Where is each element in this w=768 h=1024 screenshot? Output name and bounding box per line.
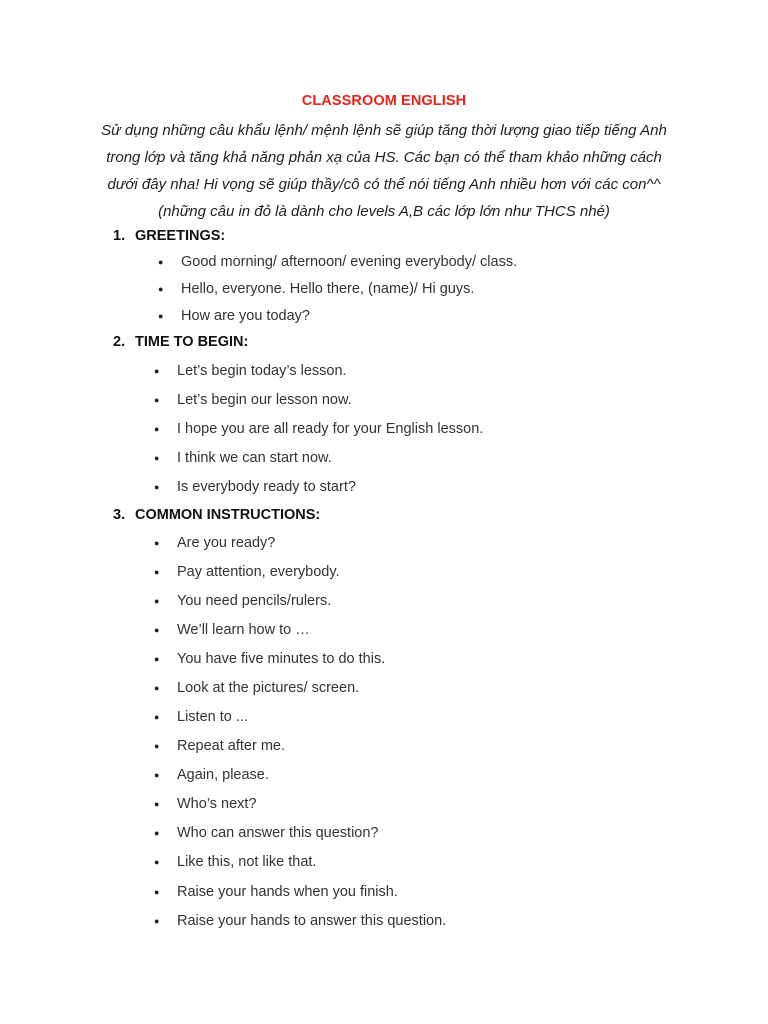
bullet-icon: ●: [154, 887, 160, 897]
list-item: Is everybody ready to start?: [177, 479, 356, 495]
section-number: 1.: [113, 228, 126, 244]
list-item: Listen to ...: [177, 709, 248, 725]
bullet-icon: ●: [154, 567, 160, 577]
bullet-icon: ●: [154, 366, 160, 376]
list-item: Like this, not like that.: [177, 854, 317, 870]
bullet-icon: ●: [154, 538, 160, 548]
bullet-icon: ●: [154, 395, 160, 405]
bullet-icon: ●: [154, 916, 160, 926]
list-item: Repeat after me.: [177, 738, 285, 754]
section-heading-text: GREETINGS:: [135, 228, 226, 244]
section-heading-text: COMMON INSTRUCTIONS:: [135, 507, 321, 523]
list-item: Who can answer this question?: [177, 825, 379, 841]
section-heading-greetings: [113, 228, 225, 244]
bullet-icon: ●: [154, 712, 160, 722]
list-item: Hello, everyone. Hello there, (name)/ Hi guys.: [181, 281, 475, 297]
intro-paragraph: [80, 117, 688, 225]
list-item: Again, please.: [177, 767, 269, 783]
bullet-icon: ●: [154, 596, 160, 606]
intro-line: trong lớp và tăng khả năng phản xạ của HS. Các bạn có thể tham khảo những cách: [106, 149, 662, 166]
list-item: You need pencils/rulers.: [177, 593, 332, 609]
intro-line: Sử dụng những câu khẩu lệnh/ mệnh lệnh sẽ giúp tăng thời lượng giao tiếp tiếng Anh: [101, 122, 667, 139]
section-heading-common-instructions: [113, 507, 320, 523]
list-item: We’ll learn how to …: [177, 622, 310, 638]
list-item: I think we can start now.: [177, 450, 332, 466]
bullet-icon: ●: [154, 770, 160, 780]
list-item: Pay attention, everybody.: [177, 564, 340, 580]
bullet-icon: ●: [154, 828, 160, 838]
bullet-icon: ●: [154, 654, 160, 664]
section-number: 2.: [113, 334, 126, 350]
list-item: Raise your hands to answer this question.: [177, 913, 447, 929]
list-item: How are you today?: [181, 308, 310, 324]
bullet-icon: ●: [154, 857, 160, 867]
list-item: I hope you are all ready for your English lesson.: [177, 421, 484, 437]
list-item: Let’s begin today’s lesson.: [177, 363, 347, 379]
intro-line: dưới đây nha! Hi vọng sẽ giúp thầy/cô có thể nói tiếng Anh nhiều hơn với các con^^: [107, 176, 661, 193]
bullet-icon: ●: [154, 453, 160, 463]
bullet-icon: ●: [158, 311, 164, 321]
section-heading-time-to-begin: [113, 334, 248, 350]
list-item: Let’s begin our lesson now.: [177, 392, 352, 408]
section-heading-text: TIME TO BEGIN:: [135, 334, 249, 350]
bullet-icon: ●: [154, 741, 160, 751]
list-item: Look at the pictures/ screen.: [177, 680, 360, 696]
list-item: Are you ready?: [177, 535, 276, 551]
intro-line: (những câu in đỏ là dành cho levels A,B các lớp lớn như THCS nhé): [158, 203, 610, 220]
bullet-icon: ●: [154, 424, 160, 434]
list-item: Who’s next?: [177, 796, 257, 812]
bullet-icon: ●: [158, 284, 164, 294]
list-item: You have five minutes to do this.: [177, 651, 386, 667]
bullet-icon: ●: [154, 482, 160, 492]
list-item: Good morning/ afternoon/ evening everybody/ class.: [181, 254, 518, 270]
bullet-icon: ●: [158, 257, 164, 267]
bullet-icon: ●: [154, 799, 160, 809]
page-title: CLASSROOM ENGLISH: [301, 93, 467, 109]
list-item: Raise your hands when you finish.: [177, 884, 398, 900]
bullet-icon: ●: [154, 625, 160, 635]
section-number: 3.: [113, 507, 126, 523]
bullet-icon: ●: [154, 683, 160, 693]
